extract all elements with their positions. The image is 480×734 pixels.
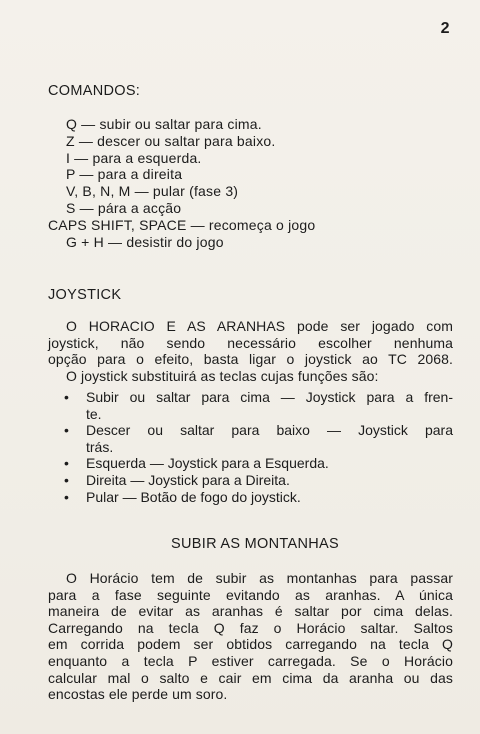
list-item-text: Subir ou saltar para cima — Joystick para a fren- [86, 389, 453, 405]
command-line: V, B, N, M — pular (fase 3) [66, 183, 239, 200]
paragraph-line: em corrida podem ser obtidos carregando na tecla Q [48, 636, 453, 653]
bullet-dot: • [64, 422, 69, 439]
list-item [62, 472, 453, 489]
command-line: I — para a esquerda. [66, 149, 202, 166]
command-line: P — para a direita [66, 166, 183, 183]
joystick-heading: JOYSTICK [48, 287, 122, 303]
list-item-text: Direita — Joystick para a Direita. [86, 471, 290, 488]
paragraph-line: opção para o efeito, basta ligar o joystick ao TC 2068. [48, 351, 453, 368]
command-line: G + H — desistir do jogo [66, 233, 224, 250]
page-number: 2 [440, 20, 450, 37]
joystick-bullet-list [62, 389, 453, 505]
list-item-text: te. [86, 405, 102, 422]
paragraph-line: encostas ele perde um soro. [48, 686, 228, 703]
command-line: Z — descer ou saltar para baixo. [66, 132, 276, 149]
paragraph-line: enquanto a tecla P estiver carregada. Se o Horácio [48, 652, 453, 669]
list-item [62, 422, 453, 455]
list-item [62, 455, 453, 472]
commands-heading: COMANDOS: [48, 83, 141, 99]
joystick-paragraph [48, 318, 453, 384]
list-item-text: trás. [86, 438, 114, 455]
paragraph-line: Carregando na tecla Q faz o Horácio saltar. Saltos [48, 619, 453, 636]
list-item-text: Esquerda — Joystick para a Esquerda. [86, 455, 329, 472]
paragraph-line: para a fase seguinte evitando as aranhas. A única [48, 586, 453, 603]
list-item-text: Pular — Botão de fogo do joystick. [86, 488, 301, 505]
command-line: S — pára a acção [66, 199, 182, 216]
list-item [62, 389, 453, 422]
commands-list [48, 116, 468, 250]
paragraph-line: O joystick substituirá as teclas cujas funções são: [66, 367, 379, 384]
bullet-dot: • [64, 389, 69, 405]
paragraph-line: maneira de evitar as aranhas é saltar por cima delas. [48, 603, 453, 620]
subir-heading: SUBIR AS MONTANHAS [171, 536, 339, 552]
paragraph-line: O Horácio tem de subir as montanhas para passar [66, 570, 453, 586]
command-line: CAPS SHIFT, SPACE — recomeça o jogo [48, 216, 316, 233]
subir-paragraph [48, 570, 453, 703]
paragraph-line: joystick, não sendo necessário escolher nenhuma [48, 334, 453, 351]
bullet-dot: • [64, 488, 69, 505]
bullet-dot: • [64, 455, 69, 472]
list-item [62, 489, 453, 506]
paragraph-line: O HORACIO E AS ARANHAS pode ser jogado com [66, 318, 453, 334]
bullet-dot: • [64, 471, 69, 488]
list-item-text: Descer ou saltar para baixo — Joystick para [86, 422, 453, 439]
paragraph-line: calcular mal o salto e cair em cima da aranha ou das [48, 669, 453, 686]
command-line: Q — subir ou saltar para cima. [66, 116, 262, 132]
